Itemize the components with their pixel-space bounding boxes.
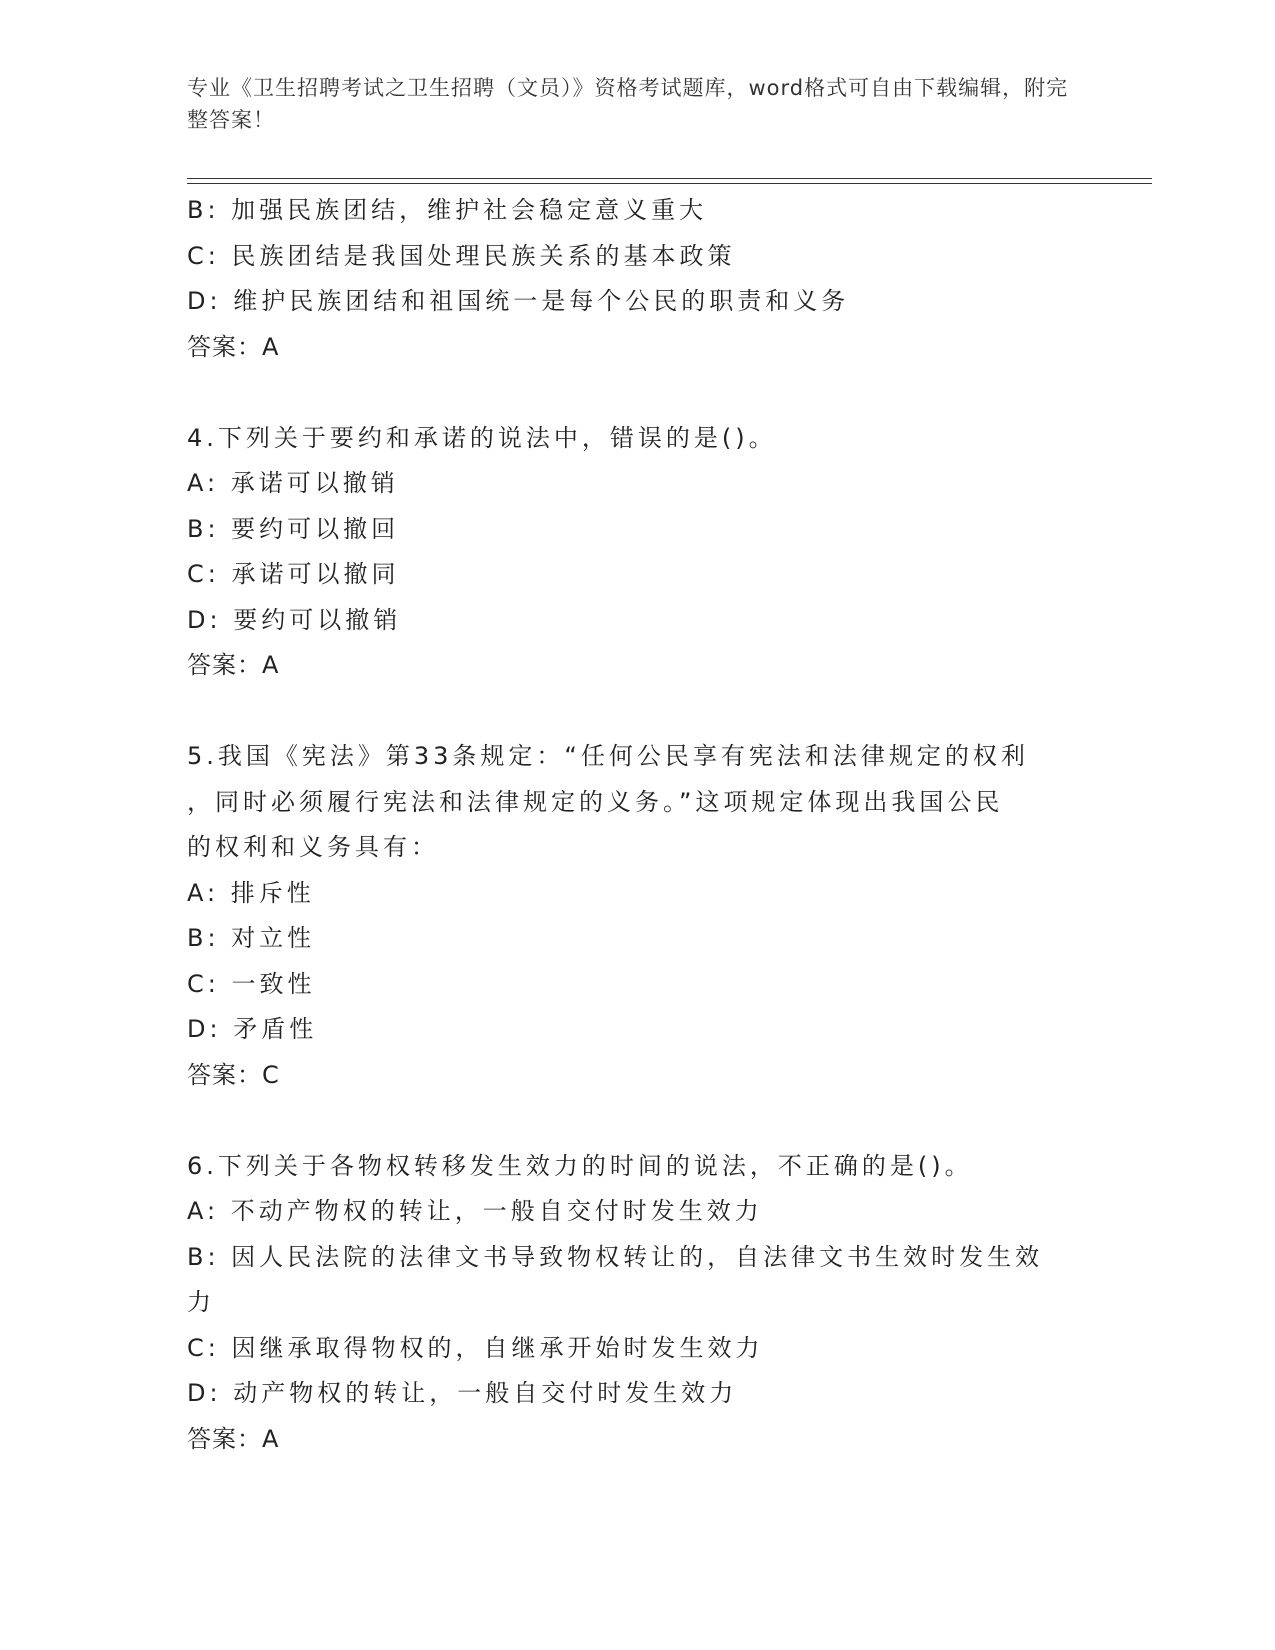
question-stem: 4.下列关于要约和承诺的说法中，错误的是()。: [187, 423, 777, 452]
option-b: B: 对立性: [187, 924, 316, 952]
option-d: D: 矛盾性: [187, 1015, 318, 1043]
option-c: C: 因继承取得物权的，自继承开始时发生效力: [187, 1333, 764, 1362]
question-5: [187, 734, 1087, 1098]
question-stem: 6.下列关于各物权转移发生效力的时间的说法，不正确的是()。: [187, 1151, 973, 1180]
answer: 答案：C: [187, 1060, 280, 1089]
answer: 答案：A: [187, 651, 280, 679]
option-d: D: 动产物权的转让，一般自交付时发生效力: [187, 1379, 738, 1407]
answer: 答案：A: [187, 332, 280, 361]
answer: 答案：A: [187, 1424, 280, 1453]
option-d: D: 维护民族团结和祖国统一是每个公民的职责和义务: [187, 287, 850, 315]
option-b: B: 要约可以撤回: [187, 514, 400, 543]
question-stem-line-2: ，同时必须履行宪法和法律规定的义务。”这项规定体现出我国公民: [187, 787, 1004, 816]
question-4: [187, 416, 1087, 689]
spacer: [187, 1098, 1087, 1144]
document-header: 专业《卫生招聘考试之卫生招聘（文员）》资格考试题库，word格式可自由下载编辑，附完整答案！: [187, 76, 1069, 132]
question-6: [187, 1144, 1087, 1463]
header-divider-top: [187, 178, 1152, 179]
question-list: [187, 188, 1087, 1462]
option-c: C: 一致性: [187, 969, 316, 998]
question-partial: [187, 188, 1087, 370]
option-a: A: 承诺可以撤销: [187, 469, 399, 497]
option-b: B: 因人民法院的法律文书导致物权转让的，自法律文书生效时发生效: [187, 1242, 1044, 1271]
option-d: D: 要约可以撤销: [187, 605, 402, 634]
option-a: A: 不动产物权的转让，一般自交付时发生效力: [187, 1197, 763, 1225]
question-stem-line-1: 5.我国《宪法》第33条规定：“任何公民享有宪法和法律规定的权利: [187, 742, 1029, 770]
option-b: B: 加强民族团结，维护社会稳定意义重大: [187, 196, 708, 224]
spacer: [187, 689, 1087, 735]
question-stem-line-3: 的权利和义务具有：: [187, 833, 439, 861]
option-a: A: 排斥性: [187, 878, 315, 907]
option-c: C: 承诺可以撤同: [187, 560, 400, 588]
spacer: [187, 370, 1087, 416]
header-divider-bottom: [187, 183, 1152, 184]
option-b-continued: 力: [187, 1288, 215, 1316]
option-c: C: 民族团结是我国处理民族关系的基本政策: [187, 241, 736, 270]
